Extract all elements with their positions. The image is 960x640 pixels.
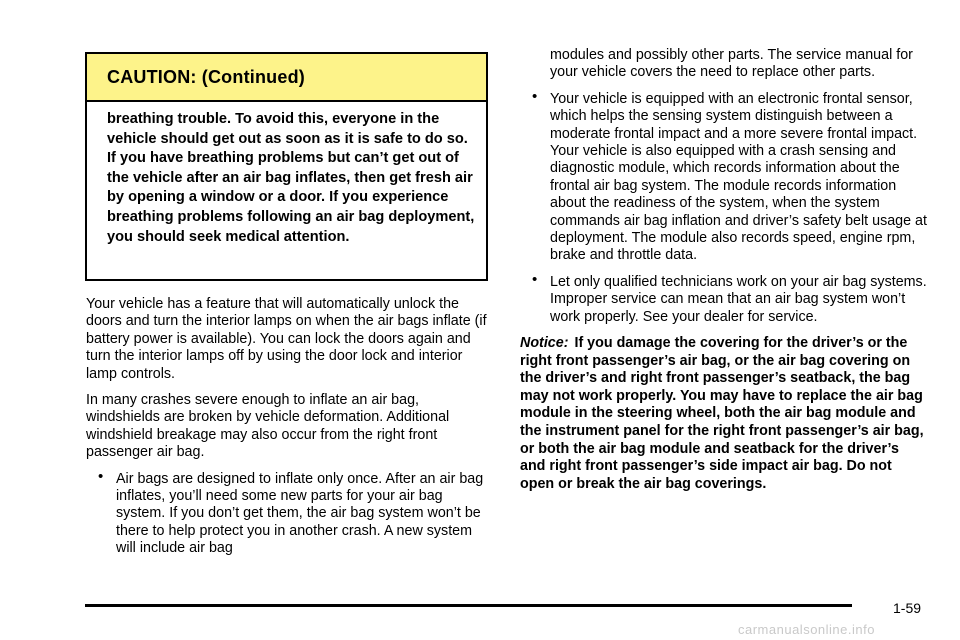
caution-title: CAUTION: (Continued) (107, 67, 305, 87)
list-item-text: Air bags are designed to inflate only once. After an air bag inflates, you’ll need some new parts for your air bag system. If you don’t get them, the air bag system won’t be there to help protect you in another crash. A new system will include air bag (116, 470, 484, 557)
notice-label: Notice: (520, 335, 569, 352)
notice-paragraph (520, 335, 928, 493)
notice-text: If you damage the covering for the driver’s or the right front passenger’s air bag, or the air bag covering on the driver’s and right front passenger’s seatback, the bag may not work properly. You may have to replace the air bag module in the steering wheel, both the air bag module and the instrument panel for the right front passenger’s air bag, or both the air bag module and seatback for the driver’s and right front passenger’s side impact air bag. Do not open or break the air bag coverings. (520, 335, 924, 492)
caution-box (85, 52, 488, 281)
right-column (520, 47, 928, 493)
watermark: carmanualsonline.info (738, 622, 875, 637)
list-item-text: Your vehicle is equipped with an electronic frontal sensor, which helps the sensing system distinguish between a moderate frontal impact and a more severe frontal impact. Your vehicle is also equipped with a crash sensing and diagnostic module, which records information about the frontal air bag system. The module records information about the readiness of the system, when the system commands air bag inflation and driver’s safety belt usage at deployment. The module also records speed, engine rpm, brake and throttle data. (550, 90, 927, 264)
bullet-icon: • (532, 87, 538, 105)
bullet-icon: • (98, 467, 104, 485)
page-number: 1-59 (893, 600, 922, 616)
footer-rule (85, 604, 852, 607)
list-item-text: Let only qualified technicians work on your air bag systems. Improper service can mean that an air bag system won’t work properly. See your dealer for service. (550, 273, 927, 325)
bullet-icon: • (532, 270, 538, 288)
left-column (86, 296, 491, 567)
list-item-qualified-technicians (520, 270, 928, 326)
list-item-inflate-once (86, 467, 491, 558)
paragraph-windshield: In many crashes severe enough to inflate an air bag, windshields are broken by vehicle deformation. Additional windshield breakage may also occur from the right front passenger air bag. (86, 392, 450, 461)
list-item-frontal-sensor (520, 87, 928, 265)
caution-body: breathing trouble. To avoid this, everyone in the vehicle should get out as soon as it is safe to do so. If you have breathing problems but can’t get out of the vehicle after an air bag inflates, then get fresh air by opening a window or a door. If you experience breathing problems following an air bag deployment, you should seek medical attention. (107, 111, 475, 245)
paragraph-door-unlock: Your vehicle has a feature that will automatically unlock the doors and turn the interior lamps on when the air bags inflate (if battery power is available). You can lock the doors again and turn the interior lamps off by using the door lock and interior lamp controls. (86, 296, 487, 382)
list-item-continuation: modules and possibly other parts. The service manual for your vehicle covers the need to replace other parts. (550, 47, 913, 81)
